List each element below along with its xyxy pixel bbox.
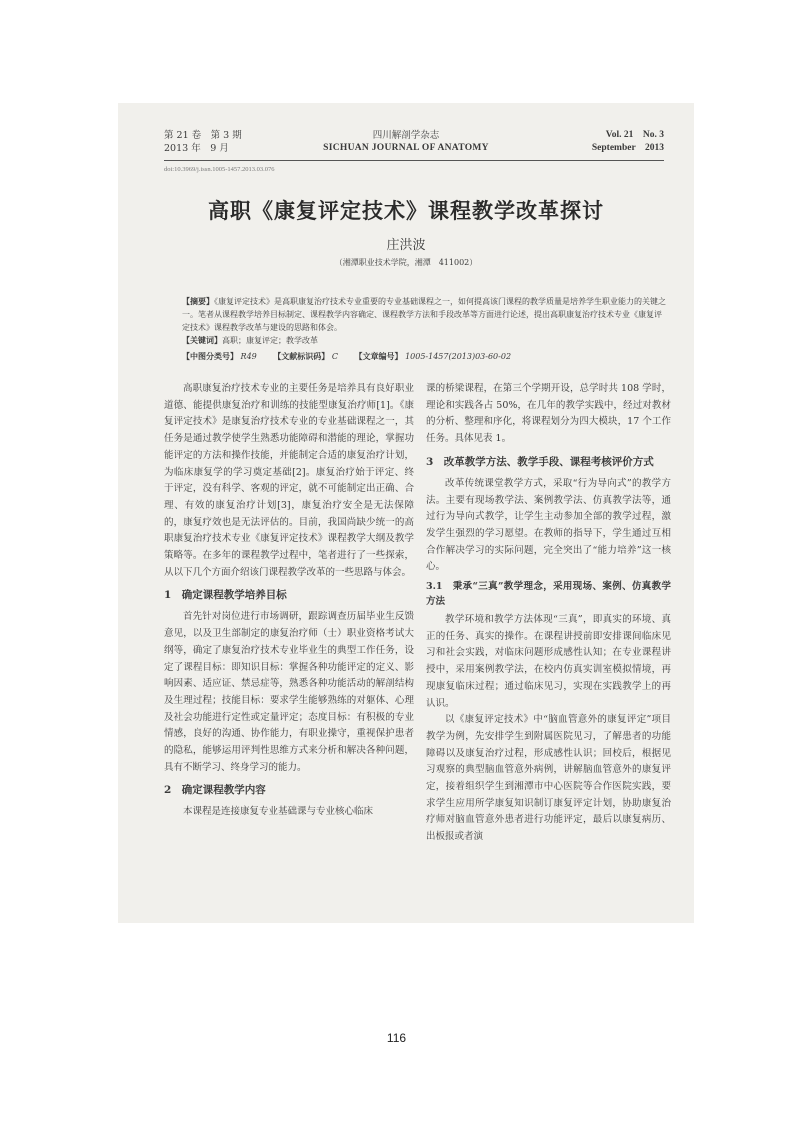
paragraph: 以《康复评定技术》中“脑血管意外的康复评定”项目教学为例，先安排学生到附属医院见习，了解患者的功能障碍以及康复治疗过程，形成感性认识；回校后，根据见习观察的典型脑血管意外病例，讲解脑血管意外的康复评定，接着组织学生到湘潭市中心医院等合作医院实践，要求学生应用所学康复知识制订康复评定计划，协助康复治疗师对脑血管意外患者进行功能评定，最后以康复病历、出板报或者演 [426, 714, 671, 843]
header-rule [164, 160, 664, 161]
journal-name-en: SICHUAN JOURNAL OF ANATOMY [323, 143, 489, 153]
clc-value: R49 [240, 352, 257, 361]
left-column [164, 381, 414, 821]
paragraph: 课的桥梁课程，在第三个学期开设，总学时共 108 学时，理论和实践各占 50%，在几年的教学实践中，经过对教材的分析、整理和序化，将课程划分为四大模块，17 个工作任务。具体见表 1。 [426, 383, 671, 445]
section-heading: 1 确定课程教学培养目标 [164, 589, 287, 602]
subsection-heading: 3.1 秉承“三真”教学理念，采用现场、案例、仿真教学方法 [426, 581, 671, 608]
paragraph: 教学环境和教学方法体现“三真”，即真实的环境、真正的任务、真实的操作。在课程讲授前即安排课间临床见习和社会实践，对临床问题形成感性认知；在专业课程讲授中，采用案例教学法，在校内仿真实训室模拟情境，再现康复临床过程；通过临床见习，实现在实践教学上的再认识。 [426, 614, 671, 709]
paragraph: 高职康复治疗技术专业的主要任务是培养具有良好职业道德、能提供康复治疗和训练的技能型康复治疗师[1]。《康复评定技术》是康复治疗技术专业的专业基础课程之一，其任务是通过教学使学生熟悉功能障碍和潜能的理论，掌握功能评定的方法和操作技能，并能制定合适的康复治疗计划，为临床康复学的学习奠定基础[2]。康复治疗始于评定、终于评定，没有科学、客观的评定，就不可能制定出正确、合理、有效的康复治疗计划[3]，康复治疗安全是无法保障的，康复疗效也是无法评估的。目前，我国尚缺少统一的高职康复治疗技术专业《康复评定技术》课程教学大纲及教学策略等。在多年的课程教学过程中，笔者进行了一些探索，从以下几个方面介绍该门课程教学改革的一些思路与体会。 [164, 383, 414, 578]
right-column [426, 381, 671, 846]
doc-code-value: C [331, 352, 338, 361]
paragraph: 改革传统课堂教学方式，采取“行为导向式”的教学方法。主要有现场教学法、案例教学法、仿真教学法等，通过行为导向式教学，让学生主动参加全部的教学过程，激发学生强烈的学习愿望。在教师的指导下，学生通过互相合作解决学习的实际问题，完全突出了“能力培养”这一核心。 [426, 477, 671, 573]
journal-name-cn: 四川解剖学杂志 [372, 130, 440, 141]
date-en: September 2013 [591, 143, 664, 153]
keywords-label: 【关键词】 [182, 335, 222, 345]
abstract-label: 【摘要】 [182, 296, 214, 306]
keywords-text: 高职；康复评定；教学改革 [222, 336, 318, 345]
article-number-value: 1005-1457(2013)03-60-02 [405, 352, 512, 361]
article-number-label: 【文章编号】 [354, 351, 403, 361]
affiliation: （湘潭职业技术学院，湘潭 411002） [334, 258, 478, 267]
author: 庄洪波 [386, 238, 426, 253]
scanned-page-photo [118, 103, 694, 923]
volume-issue-en: Vol. 21 No. 3 [605, 130, 664, 140]
doi: doi:10.3969/j.issn.1005-1457.2013.03.076 [164, 166, 275, 173]
article-title: 高职《康复评定技术》课程教学改革探讨 [208, 198, 604, 223]
page-number: 116 [386, 1031, 407, 1045]
clc-label: 【中图分类号】 [182, 351, 238, 361]
doc-code-label: 【文献标识码】 [273, 351, 330, 361]
abstract [182, 295, 666, 334]
volume-issue-cn: 第 21 卷 第 3 期 [164, 130, 242, 141]
section-heading: 2 确定课程教学内容 [164, 784, 266, 797]
header-volume-en [592, 129, 664, 155]
keywords [182, 334, 666, 347]
date-cn: 2013 年 9 月 [164, 143, 229, 154]
paragraph: 本课程是连接康复专业基础课与专业核心临床 [183, 806, 374, 818]
classification [182, 350, 666, 363]
abstract-text: 《康复评定技术》是高职康复治疗技术专业重要的专业基础课程之一，如何提高该门课程的教学质量是培养学生职业能力的关键之一。笔者从课程教学培养目标制定、课程教学内容确定、课程教学方法和手段改革等方面进行论述，提出高职康复治疗技术专业《康复评定技术》课程教学改革与建设的思路和体会。 [182, 297, 666, 332]
paragraph: 首先针对岗位进行市场调研，跟踪调查历届毕业生反馈意见，以及卫生部制定的康复治疗师（士）职业资格考试大纲等，确定了康复治疗技术专业毕业生的典型工作任务，设定了课程目标：即知识目标：掌握各种功能评定的定义、影响因素、适应证、禁忌症等，熟悉各种功能活动的解剖结构及生理过程；技能目标：要求学生能够熟练的对躯体、心理及社会功能进行定性或定量评定；态度目标：有积极的专业情感，良好的沟通、协作能力，有职业操守，重视保护患者的隐私，能够运用评判性思维方式来分析和解决各种问题，具有不断学习、终身学习的能力。 [164, 611, 414, 773]
section-heading: 3 改革教学方法、教学手段、课程考核评价方式 [426, 455, 654, 468]
